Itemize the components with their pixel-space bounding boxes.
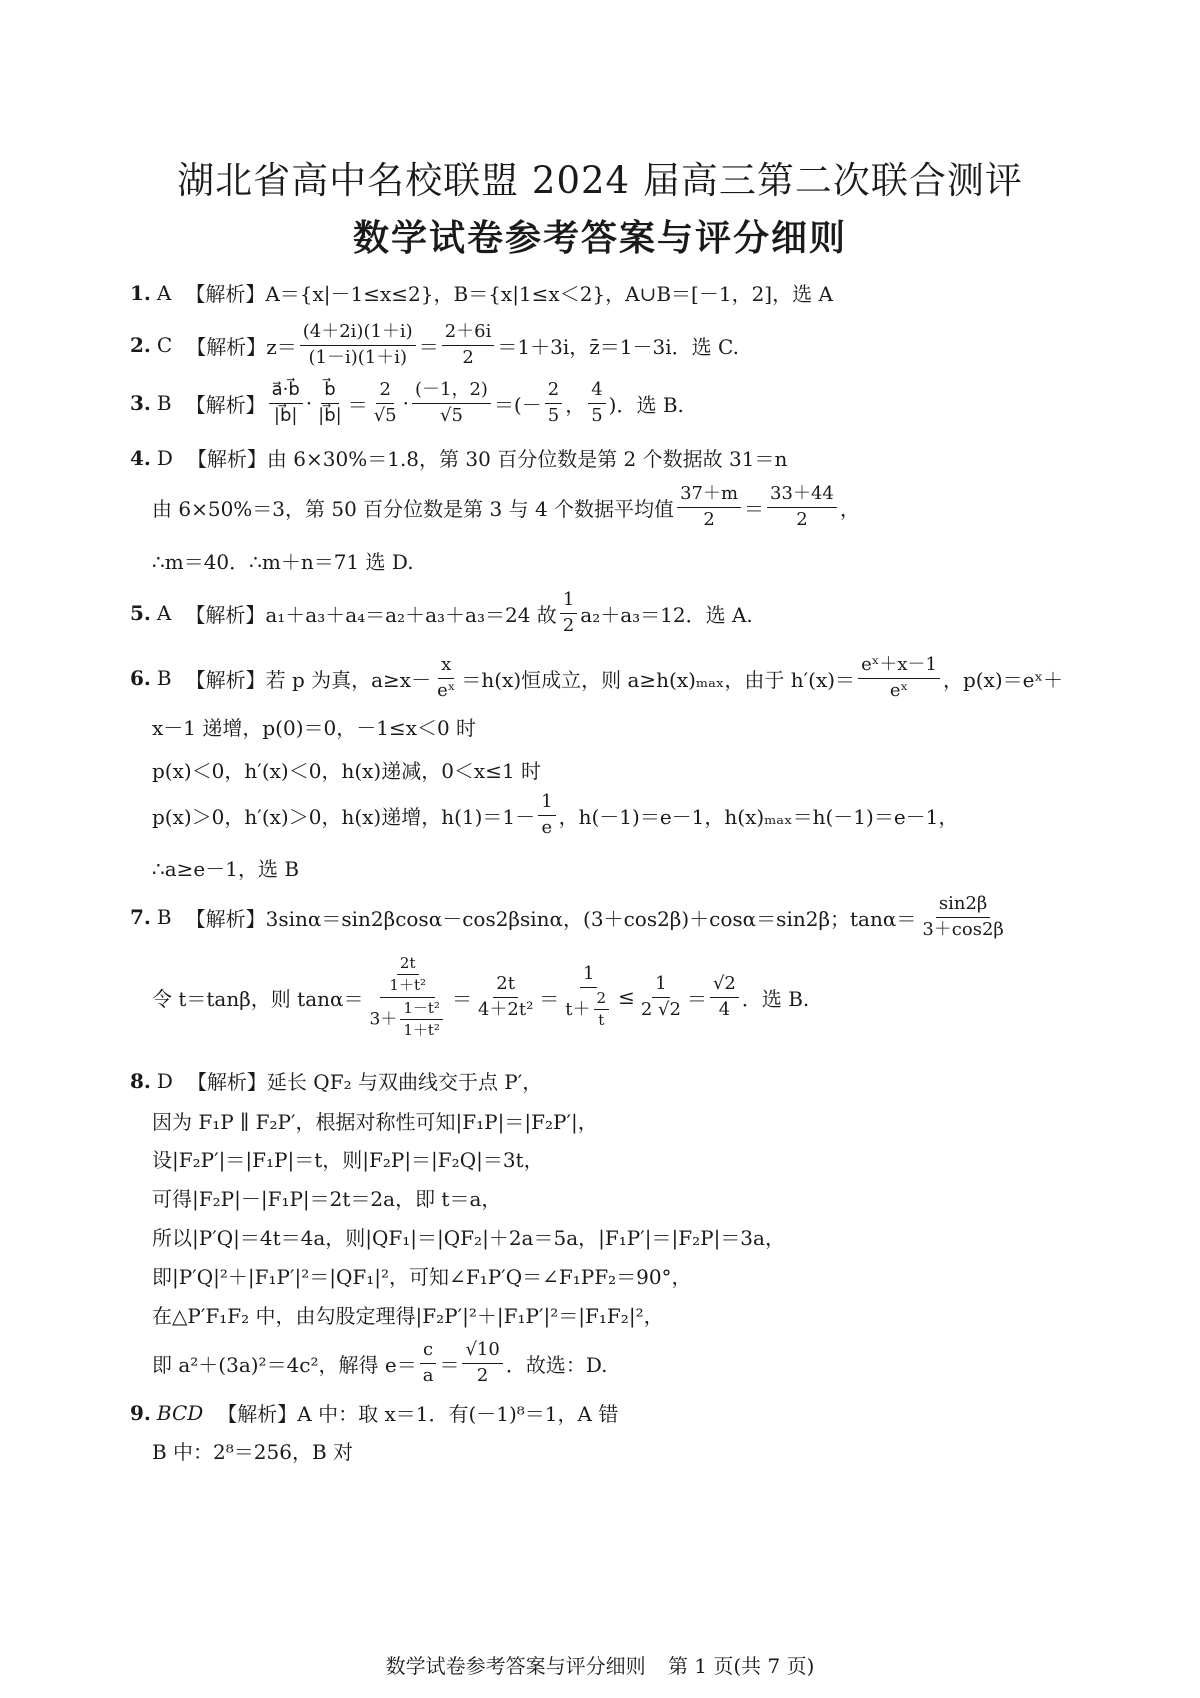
answer-2 xyxy=(130,322,739,368)
numerator: 2t xyxy=(397,955,419,975)
numerator: (－1，2) xyxy=(412,380,491,404)
numerator: 1 xyxy=(560,590,577,614)
page-number: 第 1 页(共 7 页) xyxy=(667,1654,815,1678)
explanation-text: ∴a≥e－1，选 B xyxy=(152,857,300,881)
numerator: 1 xyxy=(538,792,555,816)
question-number: 9. xyxy=(130,1400,151,1425)
answer-choice: C xyxy=(156,333,173,358)
question-number: 3. xyxy=(130,391,151,416)
numerator: 1 xyxy=(652,974,669,998)
denominator: √5 xyxy=(373,404,397,426)
explanation-text: 【解析】延长 QF₂ 与双曲线交于点 P′， xyxy=(186,1070,543,1094)
fraction xyxy=(315,380,345,426)
answer-choice: D xyxy=(156,445,173,470)
denominator: eˣ xyxy=(437,679,456,701)
explanation-text: ， xyxy=(839,496,860,521)
fraction xyxy=(386,955,429,995)
denominator: |b⃗| xyxy=(318,404,342,426)
fraction xyxy=(710,974,739,1020)
question-number: 8. xyxy=(130,1068,151,1093)
answer-3 xyxy=(130,380,684,426)
explanation-text: ∴m＝40．∴m＋n＝71 选 D. xyxy=(152,550,414,574)
denominator: |b⃗| xyxy=(273,404,298,426)
fraction xyxy=(475,974,536,1020)
denominator: a xyxy=(422,1364,434,1386)
fraction xyxy=(767,484,837,530)
explanation-text: 【解析】 xyxy=(185,392,266,417)
answer-choice: A xyxy=(156,280,172,305)
fraction xyxy=(442,322,495,368)
numerator: √2 xyxy=(710,974,739,998)
fraction xyxy=(919,894,1006,940)
question-number: 4. xyxy=(130,445,151,470)
fraction xyxy=(462,1340,502,1386)
answer-4 xyxy=(130,443,787,472)
answer-8-line-last xyxy=(152,1340,608,1386)
answer-8-line xyxy=(152,1300,664,1329)
explanation-text: 【解析】a₁＋a₃＋a₄＝a₂＋a₃＋a₃＝24 故 xyxy=(185,602,557,627)
answer-choice: B xyxy=(156,905,172,930)
page-subtitle: 数学试卷参考答案与评分细则 xyxy=(352,218,847,259)
denominator xyxy=(562,988,615,1030)
fraction xyxy=(412,380,491,426)
answer-9-line-2 xyxy=(152,1436,353,1465)
answer-choice: BCD xyxy=(156,1400,204,1425)
denominator: (1－i)(1＋i) xyxy=(308,346,407,368)
denominator: 5 xyxy=(547,404,560,426)
numerator: eˣ＋x－1 xyxy=(858,655,940,679)
denominator: eˣ xyxy=(889,679,909,701)
fraction xyxy=(434,655,458,701)
numerator: b⃗ xyxy=(321,380,338,404)
page-title: 湖北省高中名校联盟 2024 届高三第二次联合测评 xyxy=(177,159,1023,202)
answer-8-line xyxy=(152,1144,544,1173)
answer-7 xyxy=(130,894,1010,940)
denominator: √5 xyxy=(440,404,463,426)
explanation-text: p(x)＜0，h′(x)＜0，h(x)递减，0＜x≤1 时 xyxy=(152,759,542,783)
question-number: 6. xyxy=(130,666,151,691)
answer-8-line xyxy=(152,1183,501,1212)
fraction xyxy=(562,964,615,1029)
question-number: 2. xyxy=(130,333,151,358)
answer-choice: A xyxy=(156,601,172,626)
answer-8-line xyxy=(152,1222,785,1251)
answer-8-line xyxy=(152,1106,598,1135)
explanation-text: x－1 递增，p(0)＝0，－1≤x＜0 时 xyxy=(152,716,477,740)
fraction xyxy=(560,590,577,636)
denominator: 2 xyxy=(476,1364,489,1386)
answer-choice: D xyxy=(156,1068,173,1093)
equals-sign: ＝(－ xyxy=(493,392,542,417)
equals-sign: ＝ xyxy=(439,1352,460,1377)
denominator: 3＋cos2β xyxy=(922,918,1004,940)
footer-label: 数学试卷参考答案与评分细则 xyxy=(385,1654,646,1678)
numerator: 2＋6i xyxy=(442,322,495,346)
numerator: 2 xyxy=(594,990,610,1010)
answer-7-line-2 xyxy=(152,955,809,1039)
numerator xyxy=(380,955,435,998)
question-number: 7. xyxy=(130,905,151,930)
explanation-text: a₂＋a₃＝12．选 A. xyxy=(580,602,753,627)
question-number: 1. xyxy=(130,280,151,305)
dot-operator: · xyxy=(402,391,409,416)
equals-sign: ＝ xyxy=(744,496,765,521)
equals-sign: ＝ xyxy=(686,986,707,1011)
explanation-text: 由 6×50%＝3，第 50 百分位数是第 3 与 4 个数据平均值 xyxy=(152,496,675,521)
denominator: 2 xyxy=(703,508,715,530)
denominator: 2 xyxy=(562,614,575,636)
fraction xyxy=(538,792,555,838)
fraction xyxy=(858,655,940,701)
answer-choice: B xyxy=(156,666,172,691)
denominator: 2 xyxy=(462,346,474,368)
answer-6-line-4 xyxy=(152,792,958,838)
numerator: 33＋44 xyxy=(767,484,837,508)
explanation-text: 【解析】A 中：取 x＝1．有(－1)⁸＝1，A 错 xyxy=(217,1402,619,1426)
denominator xyxy=(367,998,449,1040)
complex-fraction xyxy=(367,955,449,1039)
numerator: a⃗·b⃗ xyxy=(269,380,303,404)
explanation-text: ．故选：D. xyxy=(505,1352,608,1377)
explanation-text: 可得|F₂P|－|F₁P|＝2t＝2a，即 t＝a， xyxy=(152,1187,502,1211)
question-number: 5. xyxy=(130,601,151,626)
explanation-text: B 中：2⁸＝256，B 对 xyxy=(152,1440,354,1464)
answer-4-line-3 xyxy=(152,546,414,575)
denominator: 5 xyxy=(591,404,603,426)
fraction xyxy=(638,974,684,1020)
explanation-text: 即 a²＋(3a)²＝4c²，解得 e＝ xyxy=(152,1352,417,1377)
explanation-text: ＝1＋3i，z̄＝1－3i．选 C. xyxy=(497,334,739,359)
fraction xyxy=(371,380,400,426)
numerator: sin2β xyxy=(936,894,990,918)
answer-4-line-2 xyxy=(152,484,860,530)
answer-6-line-3 xyxy=(152,755,541,784)
explanation-text: 即|P′Q|²＋|F₁P′|²＝|QF₁|²，可知∠F₁P′Q＝∠F₁PF₂＝90°， xyxy=(152,1265,692,1289)
explanation-text: 【解析】由 6×30%＝1.8，第 30 百分位数是第 2 个数据故 31＝n xyxy=(186,447,788,471)
numerator: 2 xyxy=(376,380,393,404)
numerator: 4 xyxy=(588,380,605,404)
equals-sign: ＝ xyxy=(539,986,560,1011)
answer-6 xyxy=(130,655,1063,701)
answer-6-line-2 xyxy=(152,712,476,741)
explanation-text: 因为 F₁P ∥ F₂P′，根据对称性可知|F₁P|＝|F₂P′|， xyxy=(152,1110,598,1134)
explanation-text: )．选 B. xyxy=(608,392,684,417)
explanation-text: 【解析】若 p 为真，a≥x－ xyxy=(185,667,432,692)
answer-9 xyxy=(130,1398,618,1427)
denominator: t xyxy=(598,1011,605,1030)
numerator: 1 xyxy=(580,964,597,988)
answer-choice: B xyxy=(156,391,172,416)
explanation-text: ．选 B. xyxy=(741,986,810,1011)
fraction xyxy=(545,380,562,426)
comma: ， xyxy=(565,392,586,417)
answer-8-line xyxy=(152,1261,692,1290)
explanation-text: 【解析】A＝{x|－1≤x≤2}，B＝{x|1≤x＜2}，A∪B＝[－1，2]，选 A xyxy=(185,282,833,306)
equals-sign: ＝ xyxy=(418,334,439,359)
denominator: 2 xyxy=(796,508,808,530)
numerator: 1－t² xyxy=(400,1000,443,1020)
page-footer xyxy=(0,1650,1200,1679)
answer-5 xyxy=(130,590,753,636)
numerator: √10 xyxy=(462,1340,502,1364)
denominator: 4 xyxy=(718,998,731,1020)
less-equal-sign: ≤ xyxy=(618,985,635,1009)
denominator: 1＋t² xyxy=(403,1020,440,1039)
explanation-text: 令 t＝tanβ，则 tanα＝ xyxy=(152,986,364,1011)
explanation-text: 在△P′F₁F₂ 中，由勾股定理得|F₂P′|²＋|F₁P′|²＝|F₁F₂|²， xyxy=(152,1304,664,1328)
explanation-text: p(x)＞0，h′(x)＞0，h(x)递增，h(1)＝1－ xyxy=(152,804,536,829)
fraction xyxy=(400,1000,443,1040)
fraction xyxy=(300,322,416,368)
numerator: (4＋2i)(1＋i) xyxy=(300,322,416,346)
equals-sign: ＝ xyxy=(451,986,472,1011)
expression-text: 3＋ xyxy=(369,1008,398,1029)
explanation-text: 【解析】z＝ xyxy=(186,334,297,359)
fraction xyxy=(420,1340,437,1386)
dot-operator: · xyxy=(305,391,313,416)
numerator: x xyxy=(438,655,454,679)
explanation-text: 所以|P′Q|＝4t＝4a，则|QF₁|＝|QF₂|＋2a＝5a，|F₁P′|＝|F₂P|＝3a， xyxy=(152,1226,785,1250)
denominator: 4＋2t² xyxy=(477,998,534,1020)
equals-sign: ＝ xyxy=(347,392,368,417)
numerator: 2t xyxy=(493,974,518,998)
fraction xyxy=(269,380,303,426)
fraction xyxy=(594,990,610,1030)
explanation-text: ，h(－1)＝e－1，h(x)ₘₐₓ＝h(－1)＝e－1， xyxy=(558,804,959,829)
expression-text: t＋ xyxy=(565,998,591,1020)
denominator: e xyxy=(541,816,553,838)
fraction xyxy=(588,380,605,426)
numerator: 2 xyxy=(545,380,562,404)
numerator: c xyxy=(420,1340,436,1364)
answer-1 xyxy=(130,278,833,307)
explanation-text: 【解析】3sinα＝sin2βcosα－cos2βsinα，(3＋cos2β)＋cosα＝sin2β；tanα＝ xyxy=(185,906,917,931)
explanation-text: 设|F₂P′|＝|F₁P|＝t，则|F₂P|＝|F₂Q|＝3t， xyxy=(152,1148,544,1172)
denominator: 1＋t² xyxy=(389,976,427,995)
explanation-text: ，p(x)＝eˣ＋ xyxy=(942,667,1063,692)
numerator: 37＋m xyxy=(677,484,741,508)
fraction xyxy=(677,484,741,530)
explanation-text: ＝h(x)恒成立，则 a≥h(x)ₘₐₓ，由于 h′(x)＝ xyxy=(461,667,856,692)
answer-8 xyxy=(130,1066,542,1095)
denominator: 2 √2 xyxy=(640,998,681,1020)
answer-6-line-5 xyxy=(152,853,299,882)
